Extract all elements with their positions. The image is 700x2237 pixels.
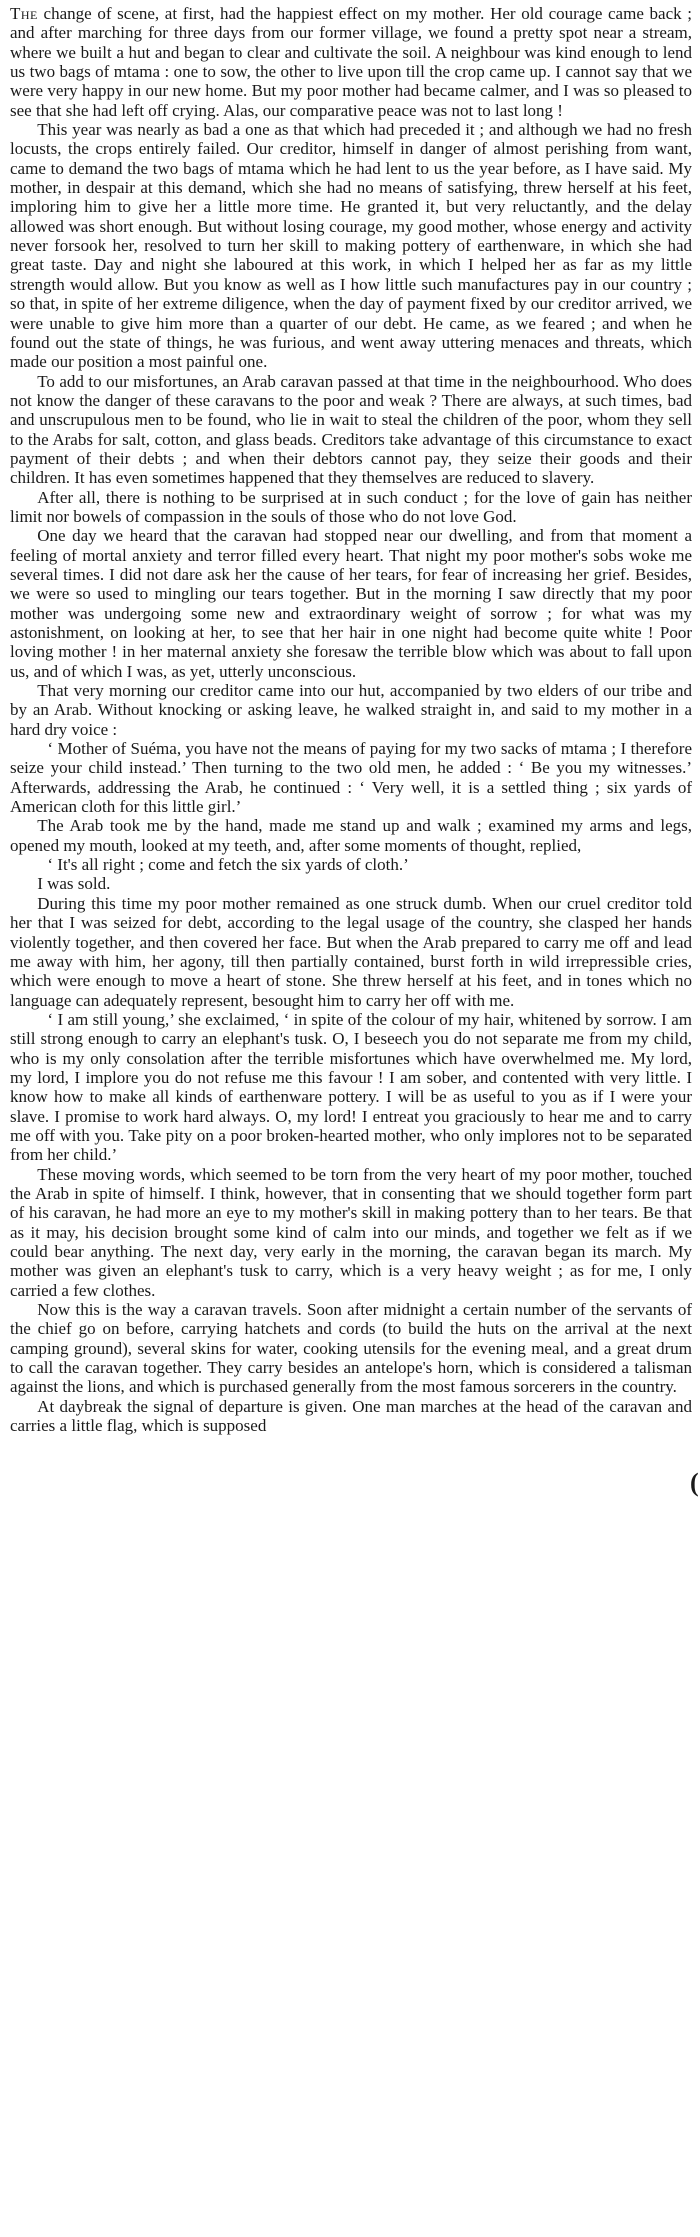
paragraph-15: At daybreak the signal of departure is given. One man marches at the head of the caravan and carries a little flag, which is supposed bbox=[10, 1396, 692, 1436]
margin-bracket-mark: ( bbox=[690, 1468, 699, 1497]
paragraph-10: I was sold. bbox=[37, 874, 111, 894]
paragraph-13: These moving words, which seemed to be torn from the very heart of my poor mother, touched the Arab in spite of himself. I think, however, that in consenting that we should together form part of his caravan, he had more an eye to my mother's skill in making pottery than to her tears. Be that as it may, his decision brought some kind of calm into our minds, and together we felt as if we could bear anything. The next day, very early in the morning, the caravan began its march. My mother was given an elephant's tusk to carry, which is a very heavy weight ; as for me, I only carried a few clothes. bbox=[10, 1164, 692, 1300]
paragraph-4: After all, there is nothing to be surprised at in such conduct ; for the love of gain has neither limit nor bowels of compassion in the souls of those who do not love God. bbox=[10, 487, 692, 526]
paragraph-1 bbox=[10, 4, 692, 120]
paragraph-9-quote: ‘ It's all right ; come and fetch the six yards of cloth.’ bbox=[47, 855, 409, 875]
opening-word: The bbox=[10, 4, 38, 23]
paragraph-3: To add to our misfortunes, an Arab caravan passed at that time in the neighbourhood. Who does not know the danger of these caravans to the poor and weak ? There are always, at such times, bad and unscrupulous men to be found, who lie in wait to steal the children of the poor, whom they sell to the Arabs for salt, cotton, and glass beads. Creditors take advantage of this circumstance to exact payment of their debts ; and when their debtors cannot pay, they seize their goods and their children. It has even sometimes happened that they themselves are reduced to slavery. bbox=[10, 371, 692, 488]
paragraph-6: That very morning our creditor came into our hut, accompanied by two elders of our tribe and by an Arab. Without knocking or asking leave, he walked straight in, and said to my mother in a hard dry voice : bbox=[10, 681, 692, 739]
paragraph-11: During this time my poor mother remained as one struck dumb. When our cruel creditor told her that I was seized for debt, according to the legal usage of the country, she clasped her hands violently together, and then covered her face. But when the Arab prepared to carry me off and lead me away with him, her agony, till then partially contained, burst forth in wild irrepressible cries, which were enough to move a heart of stone. She threw herself at his feet, and in tones which no language can adequately represent, besought him to carry her off with me. bbox=[10, 893, 692, 1010]
paragraph-14: Now this is the way a caravan travels. Soon after midnight a certain number of the servants of the chief go on before, carrying hatchets and cords (to build the huts on the arrival at the next camping ground), several skins for water, cooking utensils for the evening meal, and a great drum to call the caravan together. They carry besides an antelope's horn, which is considered a talisman against the lions, and which is purchased generally from the most famous sorcerers in the country. bbox=[10, 1300, 692, 1397]
paragraph-5: One day we heard that the caravan had stopped near our dwelling, and from that moment a feeling of mortal anxiety and terror filled every heart. That night my poor mother's sobs woke me several times. I did not dare ask her the cause of her tears, for fear of increasing her grief. Besides, we were so used to mingling our tears together. But in the morning I saw directly that my poor mother was undergoing some new and extraordinary weight of sorrow ; for what was my astonishment, on looking at her, to see that her hair in one night had become quite white ! Poor loving mother ! in her maternal anxiety she foresaw the terrible blow which was about to fall upon us, and of which I was, as yet, utterly unconscious. bbox=[10, 526, 692, 681]
paragraph-12-quote: ‘ I am still young,’ she exclaimed, ‘ in spite of the colour of my hair, whitened by sorrow. I am still strong enough to carry an elephant's tusk. O, I beseech you do not separate me from my child, who is my only consolation after the terrible misfortunes which have overwhelmed me. My lord, my lord, I implore you do not refuse me this favour ! I am sober, and contented with very little. I know how to make all kinds of earthenware pottery. I will be as useful to you as if I were your slave. I promise to work hard always. O, my lord! I entreat you graciously to hear me and to carry me off with you. Take pity on a poor broken-hearted mother, who only implores not to be separated from her child.’ bbox=[10, 1009, 692, 1165]
paragraph-8: The Arab took me by the hand, made me stand up and walk ; examined my arms and legs, opened my mouth, looked at my teeth, and, after some moments of thought, replied, bbox=[10, 816, 692, 855]
paragraph-7-quote: ‘ Mother of Suéma, you have not the means of paying for my two sacks of mtama ; I therefore seize your child instead.’ Then turning to the two old men, he added : ‘ Be you my witnesses.’ Afterwards, addressing the Arab, he continued : ‘ Very well, it is a settled thing ; six yards of American cloth for this little girl.’ bbox=[10, 739, 692, 817]
paragraph-2: This year was nearly as bad a one as that which had preceded it ; and although we had no fresh locusts, the crops entirely failed. Our creditor, himself in danger of almost perishing from want, came to demand the two bags of mtama which he had lent to us the year before, as I have said. My mother, in despair at this demand, which she had no means of satisfying, threw herself at his feet, imploring him to give her a little more time. He granted it, but very reluctantly, and the delay allowed was short enough. But without losing courage, my good mother, whose energy and activity never forsook her, resolved to turn her skill to making pottery of earthenware, in which she had great taste. Day and night she laboured at this work, in which I helped her as far as my little strength would allow. But you know as well as I how little such manufactures pay in our country ; so that, in spite of her extreme diligence, when the day of payment fixed by our creditor arrived, we were unable to give him more than a quarter of our debt. He came, as we feared ; and when he found out the state of things, he was furious, and went away uttering menaces and threats, which made our position a most painful one. bbox=[10, 120, 692, 372]
paragraph-1-text: change of scene, at first, had the happiest effect on my mother. Her old courage came back ; and after marching for three days from our former village, we found a pretty spot near a stream, where we built a hut and began to clear and cultivate the soil. A neighbour was kind enough to lend us two bags of mtama : one to sow, the other to live upon till the crop came up. I cannot say that we were very happy in our new home. But my poor mother had became calmer, and I was so pleased to see that she had left off crying. Alas, our comparative peace was not to last long ! bbox=[10, 4, 692, 120]
